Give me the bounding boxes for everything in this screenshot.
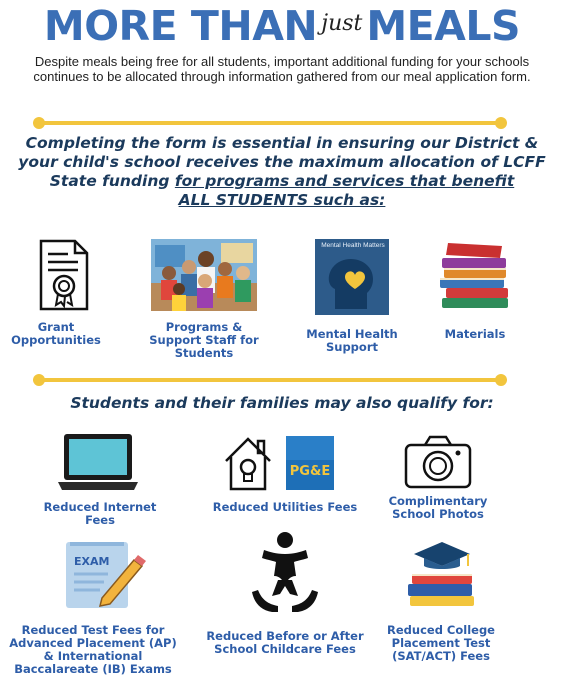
mental-health-book-image (315, 239, 389, 315)
exam-sheet-label: EXAM (74, 555, 110, 568)
qualify-heading: Students and their families may also qualify for: (70, 394, 494, 412)
intro-line-3-underlined: for programs and services that benefit (174, 172, 515, 190)
intro-line-4: ALL STUDENTS such as: (178, 191, 386, 209)
qualify-childcare-label: Reduced Before or After School Childcare Fees (206, 629, 364, 656)
pge-logo-text: PG&E (289, 464, 331, 479)
divider-top (38, 121, 500, 125)
books-stack-icon (438, 240, 512, 310)
students-photo (151, 239, 257, 311)
childcare-hands-icon (250, 530, 320, 622)
exam-sheet-icon (64, 540, 146, 610)
laptop-icon (56, 432, 140, 494)
divider-top-left-dot (33, 117, 45, 129)
camera-icon (403, 433, 473, 491)
intro-line-3 (0, 172, 564, 191)
program-mental-label: Mental Health Support (306, 327, 398, 354)
qualify-photos-label: Complimentary School Photos (388, 494, 488, 521)
title-part1: MORE THAN (43, 2, 318, 50)
house-lightbulb-icon (222, 435, 274, 493)
program-grant-label: Grant Opportunities (11, 320, 101, 347)
program-materials-label: Materials (444, 327, 506, 341)
intro-line-3-plain: State funding (49, 172, 175, 190)
title-part2: MEALS (366, 2, 521, 50)
subtitle: Despite meals being free for all students, important additional funding for your schools continues to be allocated through information gathered from our meal application form. (33, 54, 531, 84)
title-script: just (321, 11, 363, 36)
certificate-icon (38, 238, 90, 312)
mental-health-book-title: Mental Health Matters (321, 242, 385, 249)
divider-middle (38, 378, 500, 382)
pge-logo (286, 436, 334, 490)
qualify-internet-label: Reduced Internet Fees (43, 500, 157, 527)
divider-middle-right-dot (495, 374, 507, 386)
qualify-college-test-label: Reduced College Placement Test (SAT/ACT) Fees (387, 623, 495, 663)
intro-line-1: Completing the form is essential in ensuring our District & (25, 134, 539, 152)
graduation-books-icon (404, 540, 478, 610)
divider-top-right-dot (495, 117, 507, 129)
page-title (0, 2, 564, 50)
pge-logo-sky (286, 436, 334, 460)
intro-line-2: your child's school receives the maximum allocation of LCFF (18, 153, 546, 171)
intro-text (0, 134, 564, 210)
qualify-utilities-label: Reduced Utilities Fees (212, 500, 358, 514)
program-staff-label: Programs & Support Staff for Students (149, 320, 259, 360)
divider-middle-left-dot (33, 374, 45, 386)
qualify-test-fees-label: Reduced Test Fees for Advanced Placement (AP) & International Baccalareate (IB) Exams (9, 623, 177, 676)
